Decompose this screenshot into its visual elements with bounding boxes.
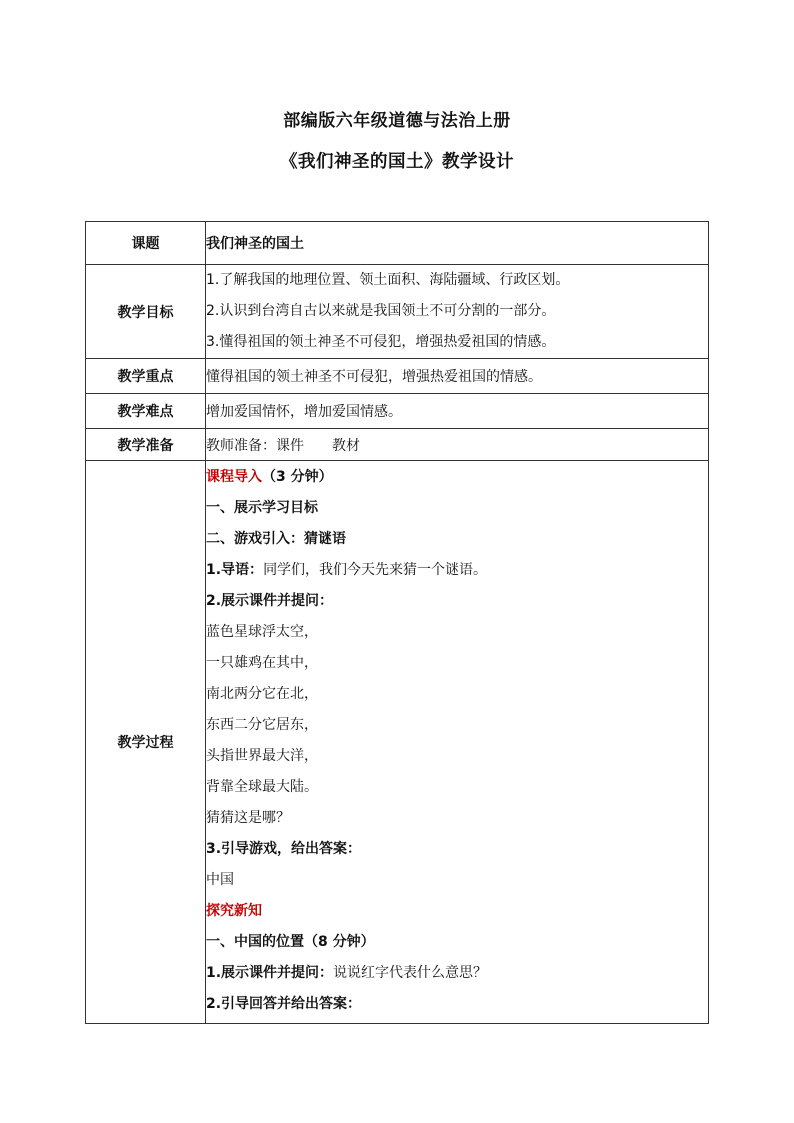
table-row-process bbox=[86, 461, 709, 1024]
table-row-key-points bbox=[86, 359, 709, 394]
table-row-objectives bbox=[86, 265, 709, 359]
process-line bbox=[206, 958, 708, 989]
key-points-label: 教学重点 bbox=[86, 359, 206, 394]
time-note: （3 分钟） bbox=[262, 469, 333, 485]
objectives-cell bbox=[206, 265, 709, 359]
document-title: 部编版六年级道德与法治上册 bbox=[283, 111, 511, 131]
section-heading-explore: 探究新知 bbox=[206, 903, 262, 919]
process-line: 2.展示课件并提问： bbox=[206, 593, 334, 609]
riddle-line: 蓝色星球浮太空， bbox=[206, 624, 318, 640]
document-subtitle: 《我们神圣的国土》教学设计 bbox=[280, 152, 514, 172]
riddle-line: 南北两分它在北， bbox=[206, 686, 318, 702]
lesson-plan-table bbox=[85, 221, 709, 1024]
process-line: 一、展示学习目标 bbox=[206, 500, 318, 516]
process-line: 猜猜这是哪？ bbox=[206, 810, 290, 826]
riddle-line: 一只雄鸡在其中， bbox=[206, 655, 318, 671]
riddle-line: 东西二分它居东， bbox=[206, 717, 318, 733]
step-prefix: 1.导语： bbox=[206, 562, 264, 578]
objective-item: 3.懂得祖国的领土神圣不可侵犯，增强热爱祖国的情感。 bbox=[206, 334, 556, 350]
section-heading-intro: 课程导入 bbox=[206, 469, 262, 485]
process-line bbox=[206, 555, 708, 586]
step-text: 说说红字代表什么意思？ bbox=[333, 965, 488, 981]
process-label: 教学过程 bbox=[86, 461, 206, 1024]
preparation-value: 教师准备：课件 教材 bbox=[206, 429, 709, 461]
preparation-label: 教学准备 bbox=[86, 429, 206, 461]
process-line: 3.引导游戏，给出答案： bbox=[206, 841, 362, 857]
objectives-label: 教学目标 bbox=[86, 265, 206, 359]
process-line: 2.引导回答并给出答案： bbox=[206, 996, 362, 1012]
process-line: 一、中国的位置（8 分钟） bbox=[206, 934, 375, 950]
table-row-topic bbox=[86, 222, 709, 265]
process-line: 二、游戏引入：猜谜语 bbox=[206, 531, 346, 547]
riddle-line: 头指世界最大洋， bbox=[206, 748, 318, 764]
key-points-value: 懂得祖国的领土神圣不可侵犯，增强热爱祖国的情感。 bbox=[206, 359, 709, 394]
table-row-difficulties bbox=[86, 394, 709, 429]
topic-value: 我们神圣的国土 bbox=[206, 222, 709, 265]
process-cell bbox=[206, 461, 709, 1024]
topic-label: 课题 bbox=[86, 222, 206, 265]
riddle-line: 背靠全球最大陆。 bbox=[206, 779, 318, 795]
step-prefix: 1.展示课件并提问： bbox=[206, 965, 334, 981]
step-text: 同学们，我们今天先来猜一个谜语。 bbox=[263, 562, 488, 578]
difficulties-value: 增加爱国情怀，增加爱国情感。 bbox=[206, 394, 709, 429]
process-line bbox=[206, 462, 708, 493]
objective-item: 2.认识到台湾自古以来就是我国领土不可分割的一部分。 bbox=[206, 303, 556, 319]
answer-line: 中国 bbox=[206, 872, 234, 888]
table-row-preparation bbox=[86, 429, 709, 461]
difficulties-label: 教学难点 bbox=[86, 394, 206, 429]
objective-item: 1.了解我国的地理位置、领土面积、海陆疆域、行政区划。 bbox=[206, 272, 570, 288]
